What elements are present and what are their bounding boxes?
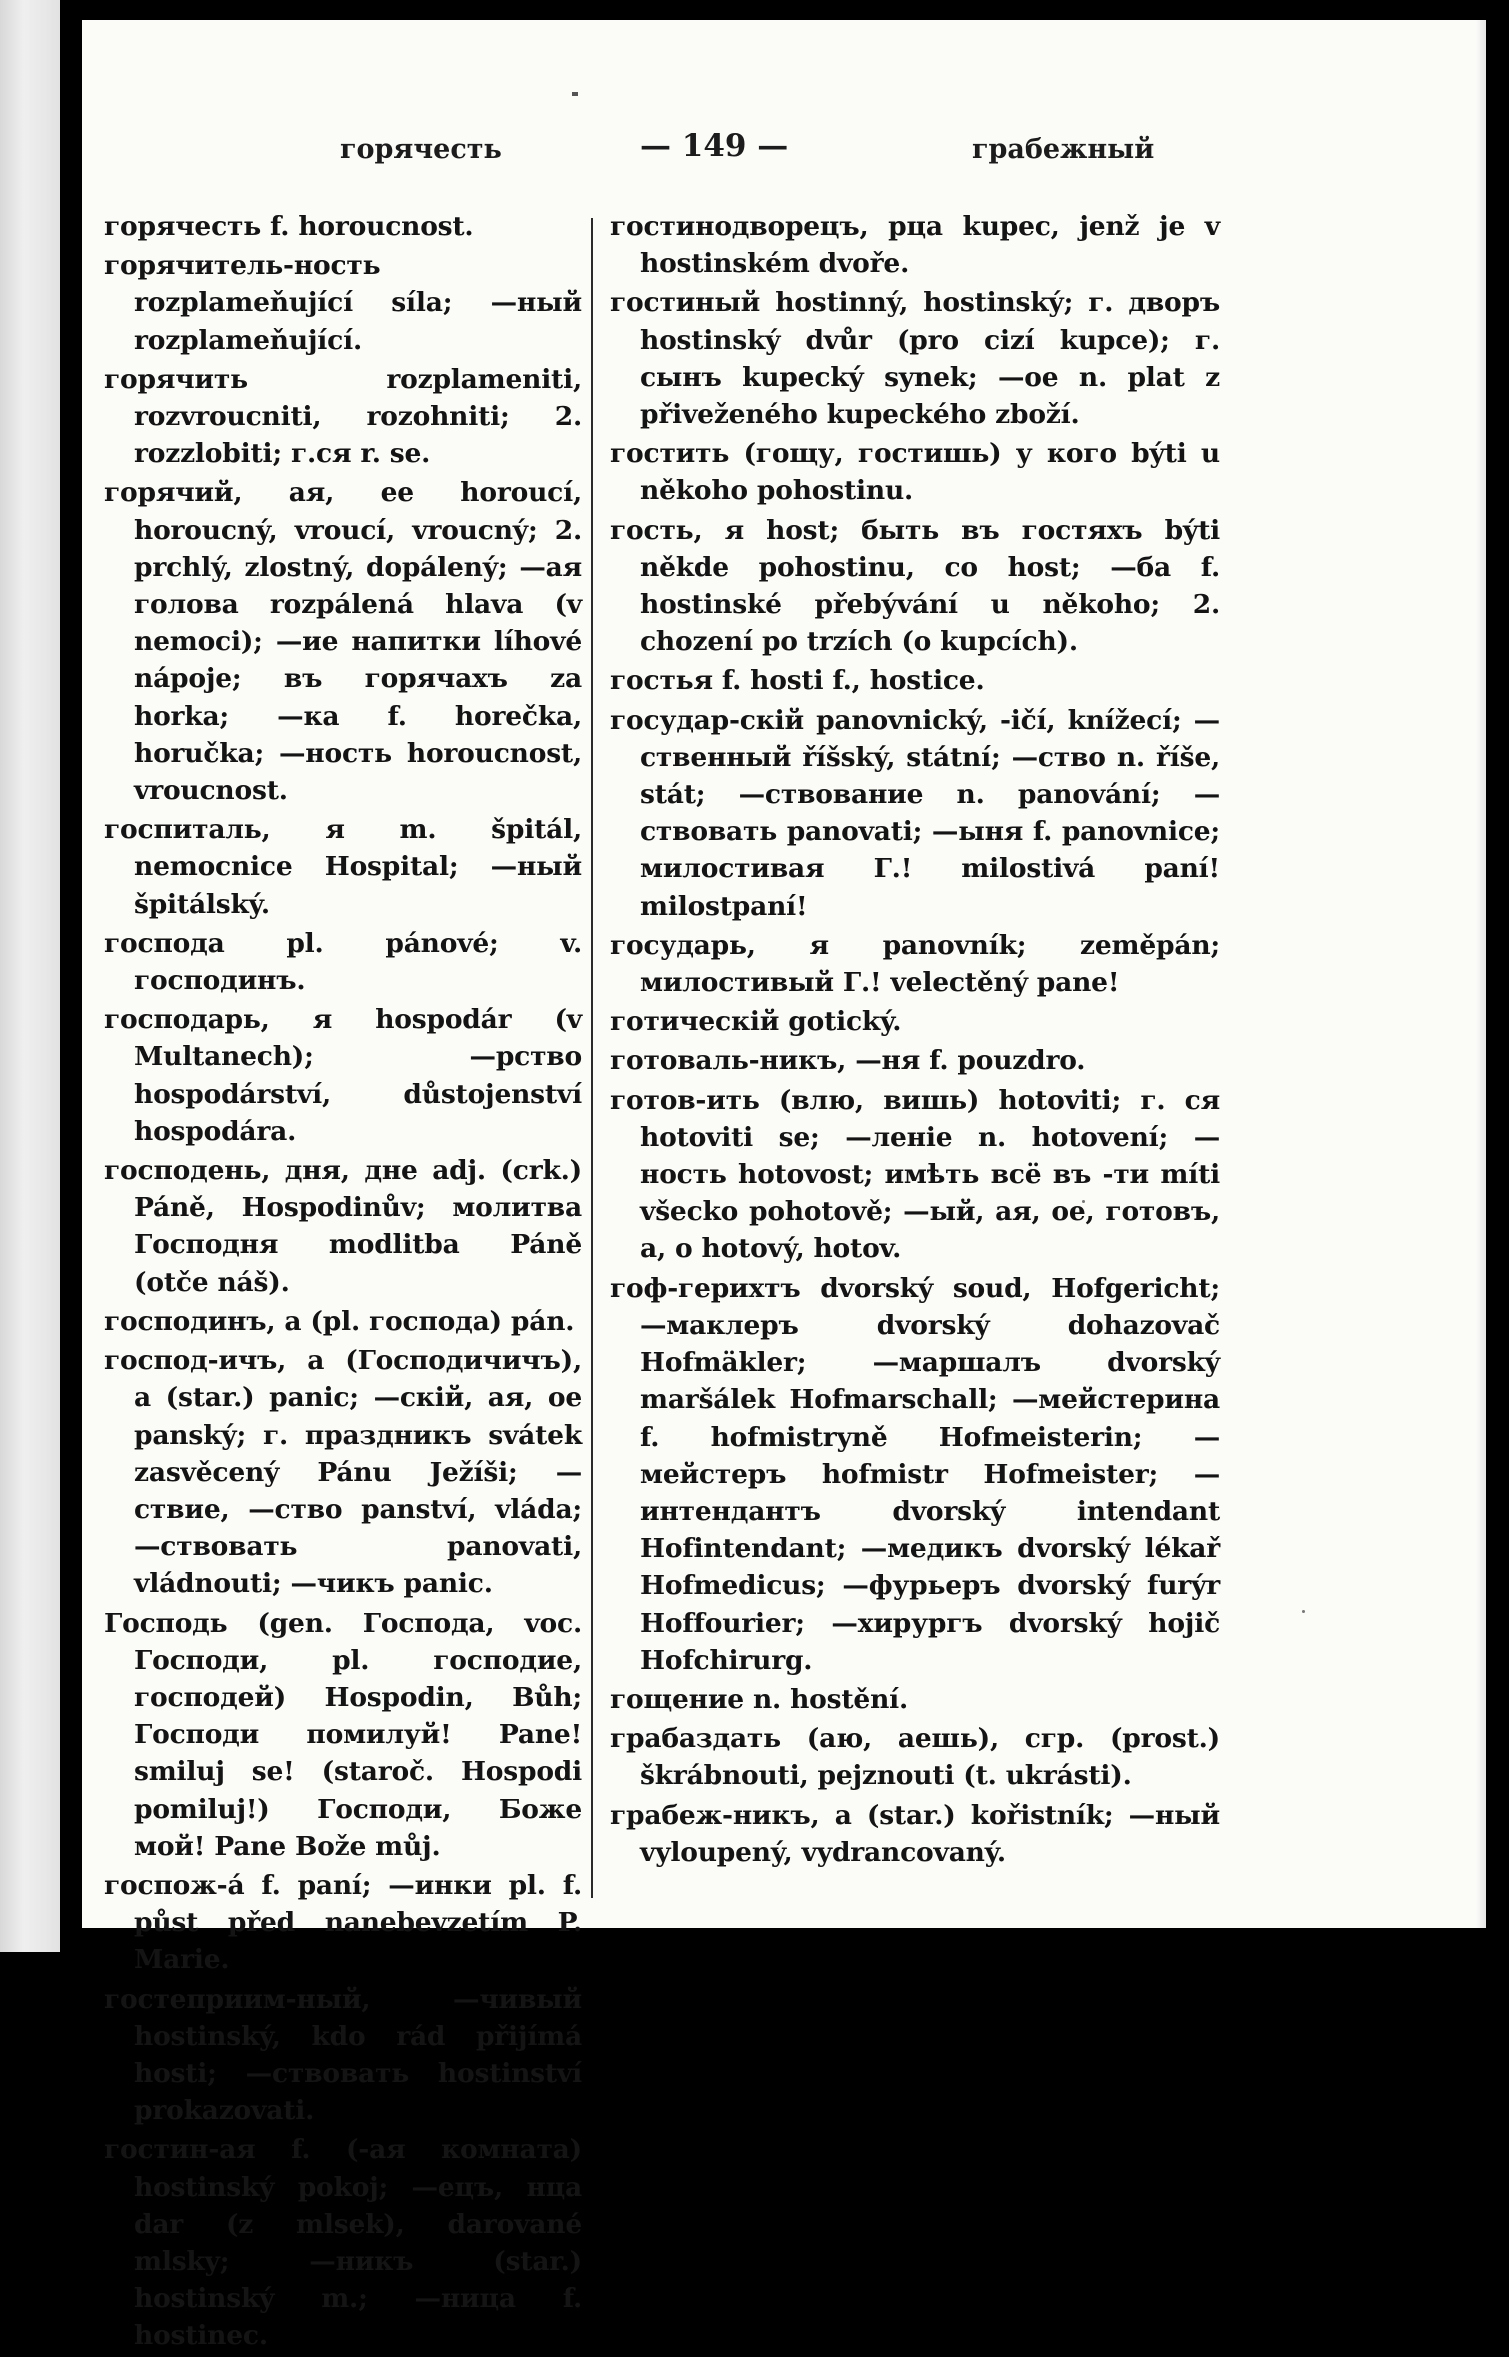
column-divider	[591, 218, 593, 1898]
right-column	[610, 208, 1432, 1873]
dictionary-entry: готоваль-никъ, —ня f. pouzdro.	[610, 1045, 1086, 1077]
page-edge-shadow	[1476, 20, 1486, 1928]
dictionary-entry: Господь (gen. Господа, voc. Господи, pl. господие, господей) Hospodin, Bůh; Господи помилуй! Pane! smiluj se! (staroč. Hospodi pomiluj!) Господи, Боже мой! Pane Bože můj.	[104, 1607, 582, 1862]
dictionary-entry: госпож-á f. paní; —инки pl. f. půst před nanebevzetím P. Marie.	[104, 1869, 582, 1976]
dictionary-entry: господа pl. pánové; v. господинъ.	[104, 927, 582, 997]
scan-left-edge	[0, 0, 60, 1952]
dictionary-entry: готическій gotický.	[610, 1006, 902, 1038]
dictionary-entry: грабеж-никъ, а (star.) kořistník; —ный vyloupený, vydrancovaný.	[610, 1799, 1220, 1868]
dictionary-entry: гостинодворецъ, рца kupec, jenž je v hostinském dvoře.	[610, 211, 1220, 280]
dictionary-entry: гостья f. hosti f., hostice.	[610, 665, 985, 697]
dictionary-entry: господ-ичъ, а (Господичичъ), а (star.) panic; —скій, ая, ое panský; г. праздникъ svátek zasvěcený Pánu Ježíši; —ствие, —ство panství, vláda; —ствовать panovati, vládnouti; —чикъ panic.	[104, 1345, 582, 1600]
dictionary-entry: гость, я host; быть въ гостяхъ býti někde pohostinu, co host; —ба f. hostinské přebývání u někoho; 2. chození po trzích (o kupcích).	[610, 514, 1220, 658]
dictionary-entry: государь, я panovník; zeměpán; милостивый Г.! velectěný pane!	[610, 929, 1220, 999]
dictionary-entry: гостин-ая f. (-ая комната) hostinský pokoj; —ецъ, нца dar (z mlsek), darované mlsky; —никъ (star.) hostinský m.; —ница f. hostinec.	[104, 2134, 582, 2352]
dictionary-entry: госпиталь, я m. špitál, nemocnice Hospital; —ный špitálský.	[104, 814, 582, 920]
dictionary-entry: господень, дня, дне adj. (crk.) Páně, Hospodinův; молитва Господня modlitba Páně (otče náš).	[104, 1155, 582, 1298]
dictionary-entry: гощение n. hostění.	[610, 1683, 909, 1715]
dictionary-entry: горячить rozplameniti, rozvroucniti, rozohniti; 2. rozzlobiti; г.ся r. se.	[104, 363, 582, 470]
page-number: — 149 —	[640, 128, 789, 164]
dictionary-entry: гостиный hostinný, hostinský; г. дворъ hostinský dvůr (pro cizí kupce); г. сынъ kupecký synek; —ое n. plat z přiveženého kupeckého zboží.	[610, 287, 1220, 431]
dictionary-page	[82, 20, 1486, 2352]
running-header	[82, 120, 1486, 170]
dictionary-entry: готов-ить (влю, вишь) hotoviti; г. ся hotoviti se; —леніе n. hotovení; —ность hotovost; имѣть всё въ -ти míti všecko pohotově; —ый, ая, ое, готовъ, а, о hotový, hotov.	[610, 1084, 1220, 1265]
dictionary-entry: господарь, я hospodár (v Multanech); —рство hospodárství, důstojenství hospodára.	[104, 1004, 582, 1147]
dictionary-entry: гостеприим-ный, —чивый hostinský, kdo rád přijímá hosti; —ствовать hostinství prokazovati.	[104, 1983, 582, 2127]
guide-word-left: горячесть	[340, 134, 502, 165]
guide-word-right: грабежный	[972, 134, 1155, 165]
dictionary-entry: горячий, ая, ее horoucí, horoucný, vroucí, vroucný; 2. prchlý, zlostný, dopálený; —ая голова rozpálená hlava (v nemoci); —ие напитки líhové nápoje; въ горячахъ za horka; —ка f. horečka, horučka; —ность horoucnost, vroucnost.	[104, 477, 582, 807]
dictionary-entry: гостить (гощу, гостишь) у кого býti u někoho pohostinu.	[610, 438, 1220, 507]
dictionary-entry: государ-скій panovnický, -ičí, knížecí; —ственный říšský, státní; —ство n. říše, stát; —ствование n. panování; —ствовать panovati; —ыня f. panovnice; милостивая Г.! milostivá paní! milostpaní!	[610, 704, 1220, 922]
dictionary-entry: гоф-герихтъ dvorský soud, Hofgericht; —маклеръ dvorský dohazovač Hofmäkler; —маршалъ dvorský maršálek Hofmarschall; —мейстерина f. hofmistryně Hofmeisterin; —мейстеръ hofmistr Hofmeister; —интендантъ dvorský intendant Hofintendant; —медикъ dvorský lékař Hofmedicus; —фурьеръ dvorský furýr Hoffourier; —хирургъ dvorský hojič Hofchirurg.	[610, 1272, 1220, 1676]
dictionary-entry: грабаздать (аю, аешь), сгр. (prost.) škrábnouti, pejznouti (t. ukrásti).	[610, 1723, 1220, 1792]
dictionary-entry: горячитель-ность rozplameňující síla; —ный rozplameňující.	[104, 250, 582, 356]
left-column	[104, 208, 582, 2357]
print-speck	[572, 92, 578, 96]
dictionary-entry: господинъ, а (pl. господа) pán.	[104, 1305, 575, 1337]
dictionary-entry: горячесть f. horoucnost.	[104, 211, 474, 242]
